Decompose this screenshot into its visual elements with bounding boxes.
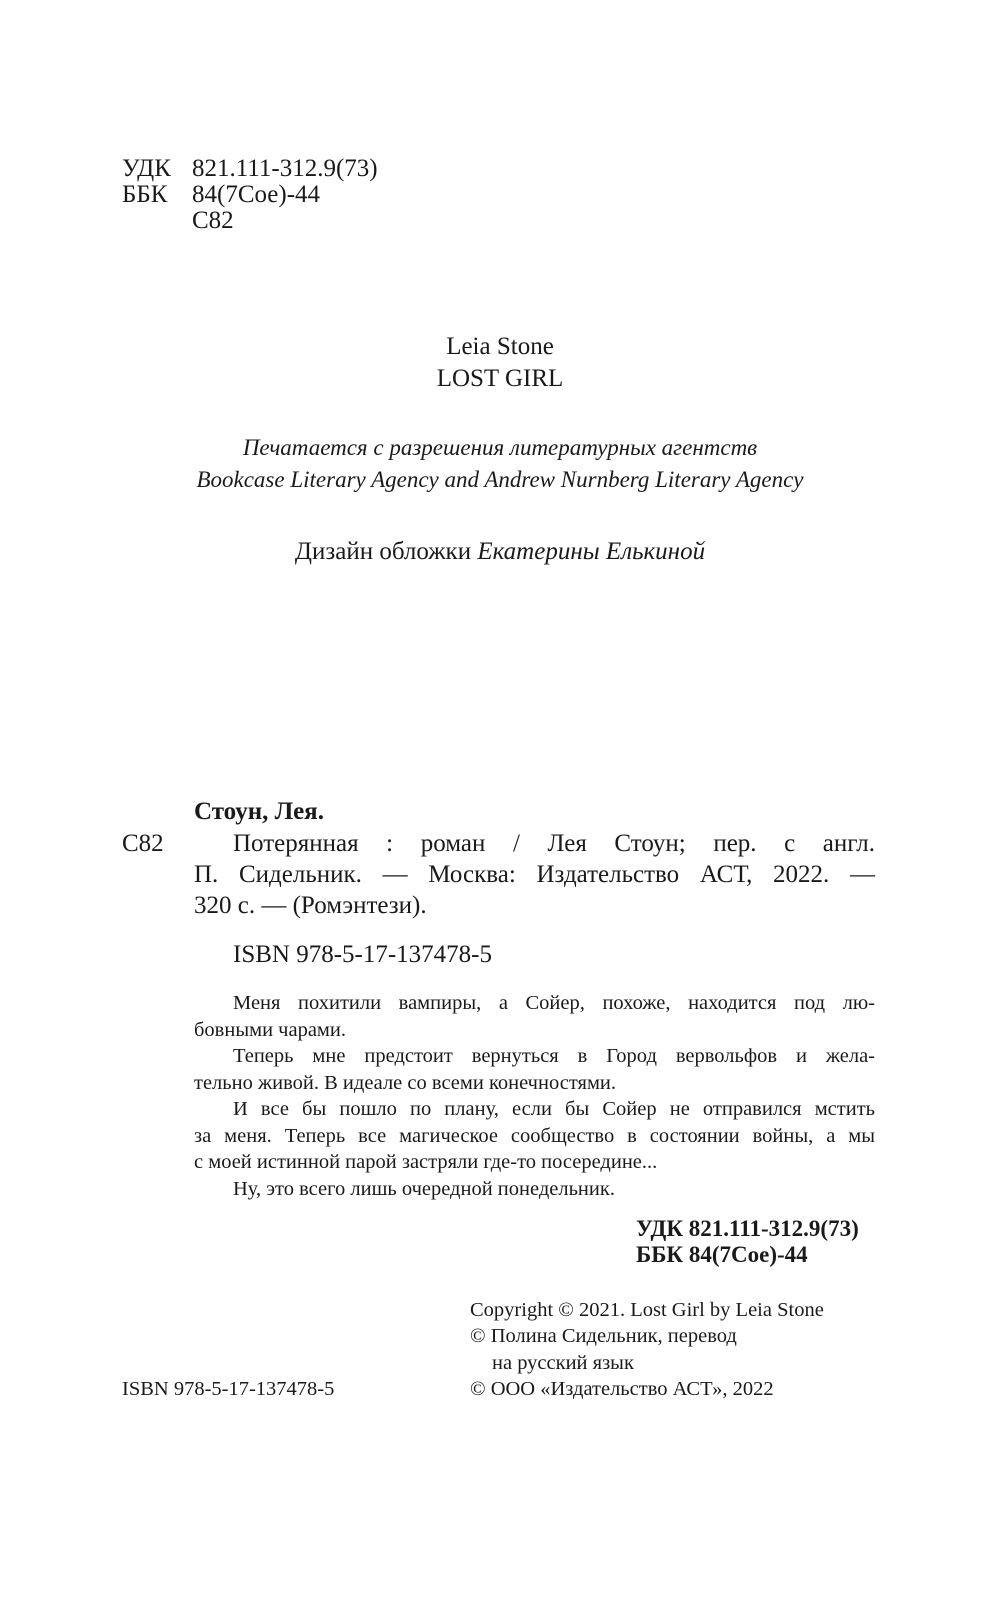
- copyright-line: Copyright © 2021. Lost Girl by Leia Stone: [470, 1299, 824, 1321]
- annotation-line: Меня похитили вампиры, а Сойер, похоже, находится под лю-: [233, 992, 875, 1014]
- bbk-value: 84(7Сое)-44: [192, 181, 321, 208]
- annotation-line: Ну, это всего лишь очередной понедельник.: [233, 1178, 615, 1200]
- annotation-line: тельно живой. В идеале со всеми конечностями.: [194, 1072, 617, 1094]
- entry-mark: С82: [122, 830, 164, 857]
- entry-line: П. Сидельник. — Москва: Издательство АСТ, 2022. —: [194, 861, 875, 888]
- annotation-line: бовными чарами.: [194, 1019, 346, 1041]
- copyright-line: © ООО «Издательство АСТ», 2022: [470, 1378, 774, 1400]
- original-title: LOST GIRL: [436, 365, 564, 392]
- permission-line-1: Печатается с разрешения литературных агентств: [242, 435, 758, 460]
- cover-designer: Екатерины Елькиной: [477, 538, 706, 565]
- isbn-bottom: ISBN 978-5-17-137478-5: [122, 1378, 335, 1400]
- annotation-line: с моей истинной парой застряли где-то посередине...: [194, 1151, 658, 1173]
- copyright-line: © Полина Сидельник, перевод: [470, 1325, 737, 1347]
- annotation-line: И все бы пошло по плану, если бы Сойер не отправился мстить: [233, 1098, 875, 1120]
- bottom-bbk: ББК 84(7Сое)-44: [636, 1242, 808, 1267]
- bottom-udk: УДК 821.111-312.9(73): [636, 1216, 859, 1241]
- bbk-label: ББК: [122, 181, 168, 208]
- cover-design-label: Дизайн обложки: [294, 538, 472, 565]
- annotation-line: Теперь мне предстоит вернуться в Город вервольфов и жела-: [233, 1045, 875, 1067]
- original-author: Leia Stone: [446, 333, 554, 360]
- udk-value: 821.111-312.9(73): [192, 155, 378, 182]
- author-mark: С82: [192, 207, 234, 234]
- entry-isbn: ISBN 978-5-17-137478-5: [233, 941, 493, 968]
- entry-line: 320 с. — (Ромэнтези).: [194, 892, 427, 919]
- cover-design: [0, 539, 1000, 564]
- copyright-line: на русский язык: [492, 1352, 634, 1374]
- entry-heading: Стоун, Лея.: [194, 798, 324, 825]
- permission-line-2: Bookcase Literary Agency and Andrew Nurnberg Literary Agency: [196, 467, 804, 492]
- annotation-line: за меня. Теперь все магическое сообщество в состоянии войны, а мы: [194, 1125, 875, 1147]
- entry-line: Потерянная : роман / Лея Стоун; пер. с англ.: [233, 830, 875, 857]
- udk-label: УДК: [122, 155, 171, 182]
